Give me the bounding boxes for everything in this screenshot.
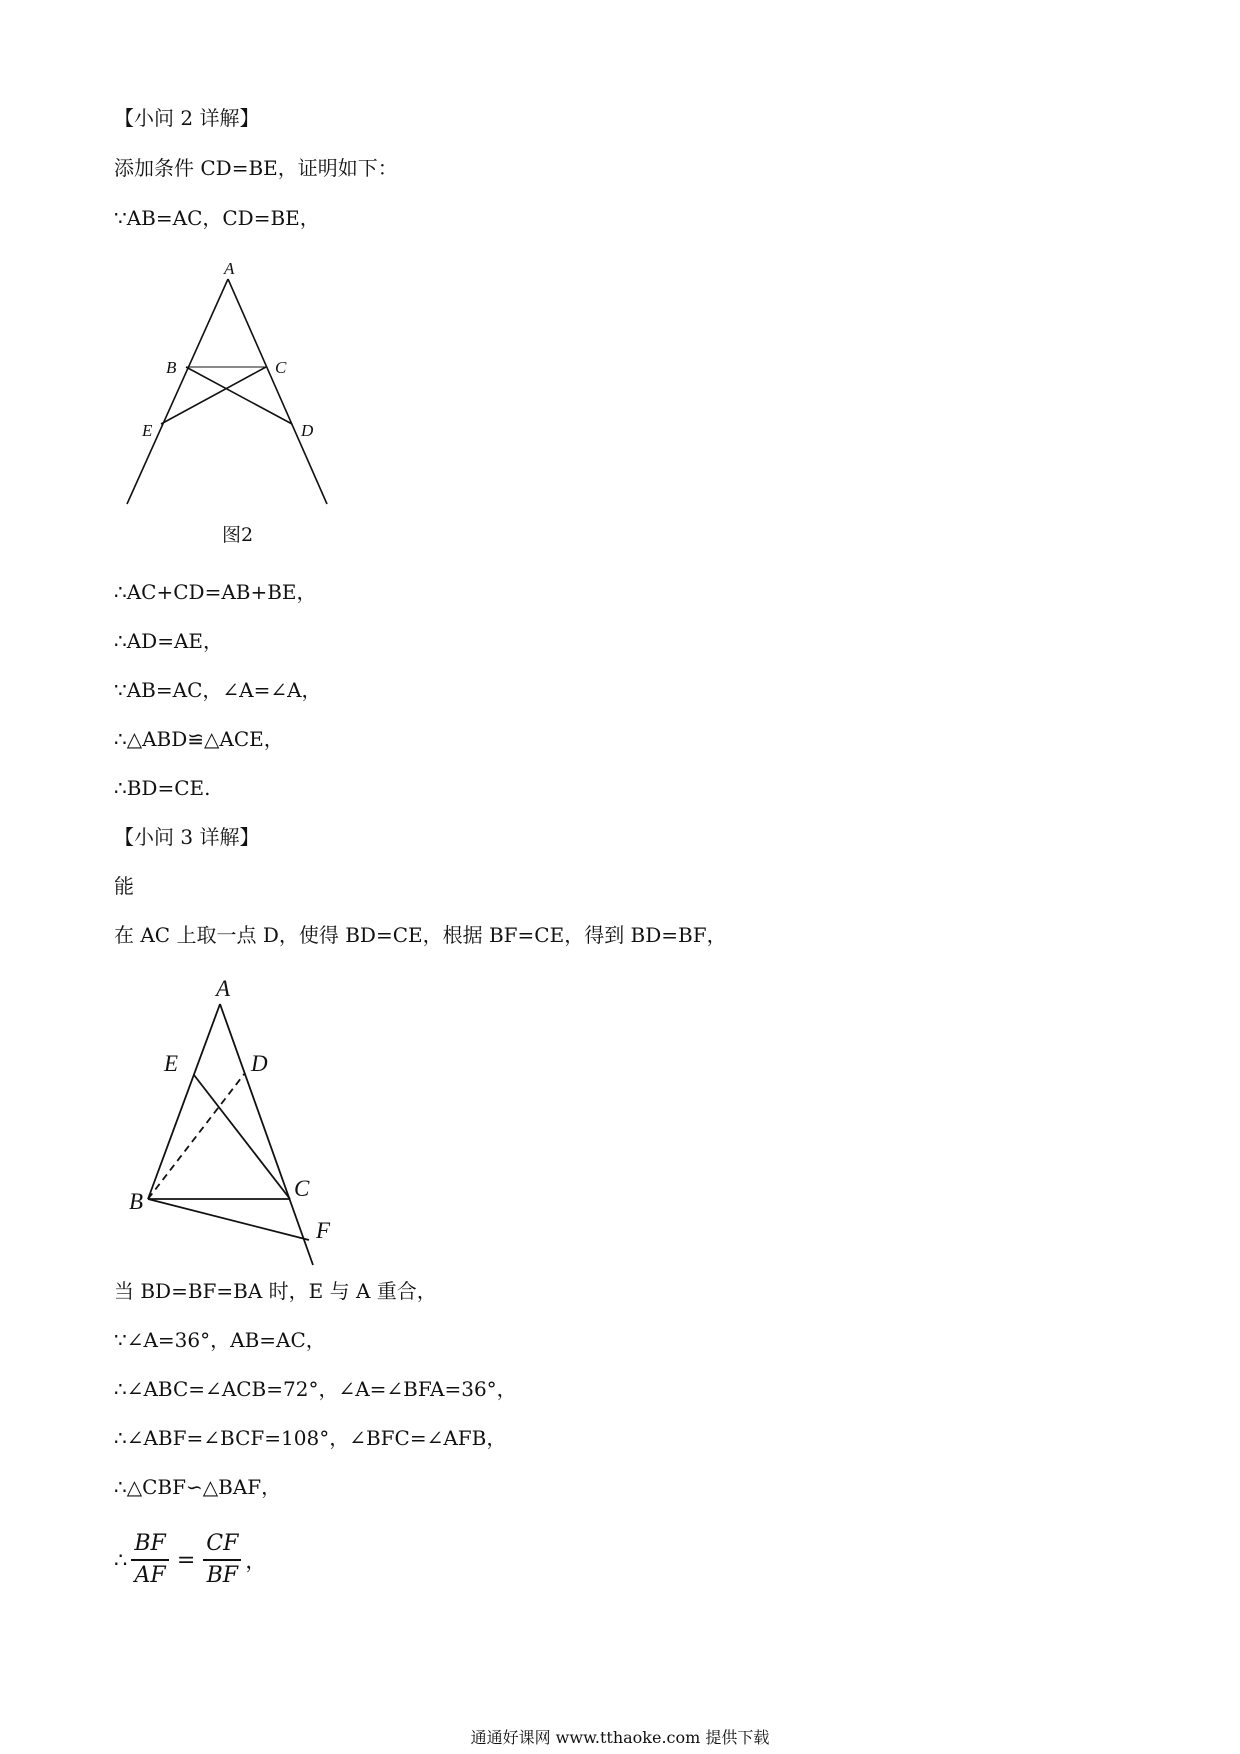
figure-2-diagram bbox=[110, 250, 350, 510]
ratio-equation bbox=[114, 1525, 266, 1595]
fig3-side-ab bbox=[148, 1004, 220, 1199]
therefore-line-5: ∴∠ABC=∠ACB=72°，∠A=∠BFA=36°， bbox=[114, 1377, 517, 1401]
figure-3-diagram bbox=[120, 970, 380, 1270]
fig3-ray-acf bbox=[220, 1004, 313, 1265]
since-line-2: ∵AB=AC，∠A=∠A， bbox=[114, 678, 322, 702]
since-line-3: ∵∠A=36°，AB=AC， bbox=[114, 1328, 326, 1352]
fig3-segment-bf bbox=[148, 1199, 309, 1240]
fig3-label-b: B bbox=[129, 1189, 144, 1214]
take-point-text: 在 AC 上取一点 D，使得 BD=CE，根据 BF=CE，得到 BD=BF， bbox=[114, 923, 727, 947]
fraction-left-numerator: BF bbox=[131, 1531, 168, 1561]
therefore-line-3: ∴△ABD≌△ACE， bbox=[114, 727, 284, 751]
fig2-label-a: A bbox=[224, 259, 235, 278]
fig3-label-a: A bbox=[216, 976, 231, 1001]
fig3-segment-ec bbox=[194, 1075, 290, 1199]
fig2-label-d: D bbox=[301, 421, 314, 440]
fig3-label-c: C bbox=[294, 1176, 310, 1201]
ratio-suffix: ， bbox=[245, 1549, 267, 1573]
fig3-label-f: F bbox=[316, 1218, 331, 1243]
answer-can: 能 bbox=[114, 874, 134, 898]
fraction-left bbox=[131, 1531, 168, 1589]
q2-heading: 【小问 2 详解】 bbox=[114, 106, 260, 130]
fraction-right bbox=[203, 1531, 241, 1589]
figure-2 bbox=[110, 250, 350, 510]
fig3-label-d: D bbox=[251, 1051, 268, 1076]
fig2-ray-ac bbox=[228, 279, 327, 504]
figure-3 bbox=[120, 970, 380, 1270]
fraction-right-numerator: CF bbox=[203, 1531, 241, 1561]
fraction-left-denominator: AF bbox=[134, 1563, 166, 1588]
therefore-line-7: ∴△CBF∽△BAF， bbox=[114, 1475, 282, 1499]
fraction-right-denominator: BF bbox=[206, 1563, 239, 1588]
since-line-1: ∵AB=AC，CD=BE， bbox=[114, 206, 320, 230]
when-coincide-text: 当 BD=BF=BA 时，E 与 A 重合， bbox=[114, 1279, 437, 1303]
ratio-prefix: ∴ bbox=[114, 1548, 128, 1572]
fig3-dashed-bd bbox=[148, 1073, 245, 1199]
equals-sign: = bbox=[176, 1547, 196, 1573]
add-condition-text: 添加条件 CD=BE，证明如下： bbox=[114, 156, 398, 180]
fig2-segment-ce bbox=[161, 367, 266, 424]
q3-heading: 【小问 3 详解】 bbox=[114, 825, 260, 849]
fig2-ray-ab bbox=[127, 279, 228, 504]
therefore-line-2: ∴AD=AE， bbox=[114, 629, 224, 653]
fig2-label-e: E bbox=[142, 421, 153, 440]
therefore-line-4: ∴BD=CE. bbox=[114, 776, 211, 800]
therefore-line-1: ∴AC+CD=AB+BE， bbox=[114, 580, 317, 604]
fig3-label-e: E bbox=[164, 1051, 179, 1076]
page-footer: 通通好课网 www.tthaoke.com 提供下载 bbox=[470, 1728, 770, 1747]
fig2-label-b: B bbox=[166, 358, 177, 377]
figure-2-caption: 图2 bbox=[222, 524, 254, 546]
fig2-label-c: C bbox=[275, 358, 287, 377]
therefore-line-6: ∴∠ABF=∠BCF=108°，∠BFC=∠AFB， bbox=[114, 1426, 507, 1450]
